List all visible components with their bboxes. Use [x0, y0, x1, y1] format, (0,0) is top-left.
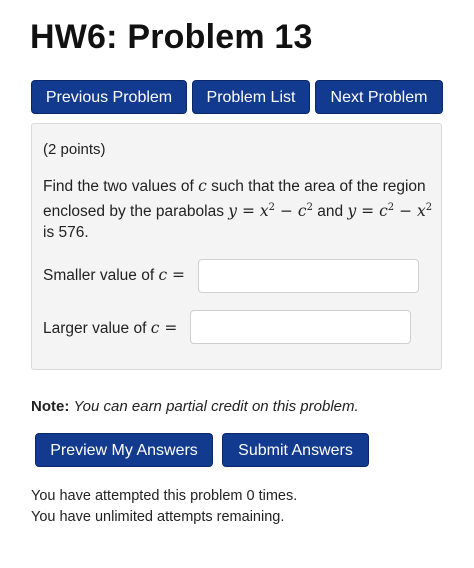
- variable-c: c: [198, 177, 207, 195]
- question-text-2: such that the area of the region enclosed by the parabolas: [43, 178, 426, 220]
- larger-value-label: [43, 319, 177, 338]
- next-problem-button[interactable]: Next Problem: [315, 80, 443, 114]
- question-text-3: and: [312, 203, 348, 220]
- c-equals-2: c =: [150, 319, 178, 337]
- points-label: (2 points): [43, 141, 106, 158]
- problem-panel: [31, 123, 442, 370]
- preview-answers-button[interactable]: Preview My Answers: [35, 433, 213, 467]
- c-equals-1: c =: [158, 266, 186, 284]
- equation-2: $y = c^2 - x^2$: [347, 202, 433, 220]
- larger-label-text: Larger value of: [43, 320, 151, 337]
- problem-list-button[interactable]: Problem List: [192, 80, 310, 114]
- attempts-remaining-text: You have unlimited attempts remaining.: [31, 509, 285, 525]
- smaller-label-text: Smaller value of: [43, 267, 159, 284]
- submit-answers-button[interactable]: Submit Answers: [222, 433, 369, 467]
- partial-credit-note: [31, 398, 359, 415]
- note-text: You can earn partial credit on this problem.: [73, 398, 359, 415]
- larger-value-input[interactable]: [190, 310, 411, 344]
- attempts-count-text: You have attempted this problem 0 times.: [31, 488, 298, 504]
- equation-1: $y = x^2 - c^2$: [228, 202, 313, 220]
- page-title: HW6: Problem 13: [30, 18, 313, 56]
- attempts-status: [31, 486, 297, 528]
- note-label: Note:: [31, 398, 70, 415]
- smaller-value-label: [43, 266, 185, 285]
- smaller-value-input[interactable]: [198, 259, 419, 293]
- question-text-4: is 576.: [43, 224, 89, 241]
- previous-problem-button[interactable]: Previous Problem: [31, 80, 187, 114]
- problem-statement: [43, 176, 433, 243]
- question-text-1: Find the two values of: [43, 178, 199, 195]
